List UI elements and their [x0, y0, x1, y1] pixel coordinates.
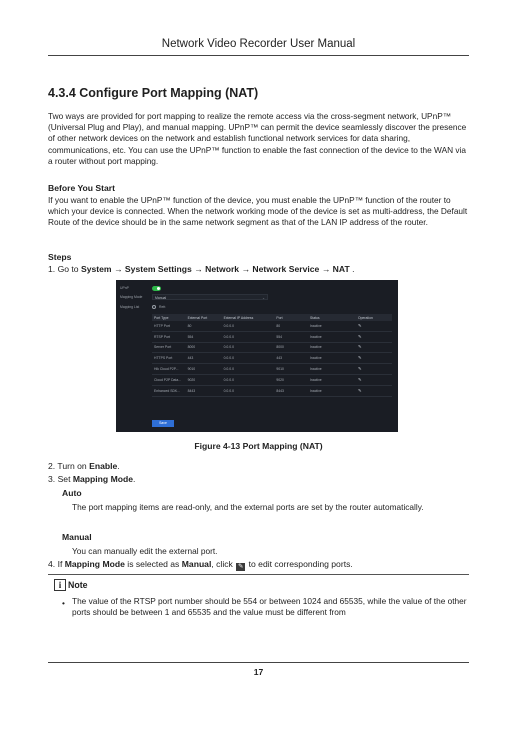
- before-you-start-heading: Before You Start: [48, 183, 116, 193]
- mapping-mode-select[interactable]: [152, 294, 268, 300]
- edit-icon[interactable]: ✎: [357, 366, 362, 372]
- table-row: [152, 364, 392, 375]
- step-2-end: .: [117, 461, 120, 471]
- save-button[interactable]: Save: [152, 420, 174, 427]
- status-cell: Inactive: [308, 374, 356, 385]
- external-ip-cell: 0.0.0.0: [222, 331, 275, 342]
- intro-paragraph: Two ways are provided for port mapping to realize the remote access via the cross-segment network, UPnP™ (Universal Plug and Play), and manual mapping. UPnP™ can permit the device seamlessly discover the presence of other network devices on the network and establish functional network services for data sharing, communications, etc. You can use the UPnP™ function to enable the fast connection of the device to the WAN via a router without port mapping.: [48, 111, 467, 166]
- edit-icon[interactable]: ✎: [357, 333, 362, 339]
- step-3-end: .: [133, 474, 136, 484]
- external-port-cell: 8443: [186, 385, 222, 396]
- edit-icon[interactable]: ✎: [357, 344, 362, 350]
- step-4-bold-a: Mapping Mode: [64, 559, 125, 569]
- figure-caption: Figure 4-13 Port Mapping (NAT): [194, 441, 323, 451]
- step-3-bold: Mapping Mode: [72, 474, 134, 484]
- port-cell: 443: [274, 353, 308, 364]
- column-header: Port Type: [152, 314, 186, 321]
- mapping-mode-label: Mapping Mode: [120, 295, 143, 299]
- auto-description: The port mapping items are read-only, and the external ports are set by the router automatically.: [72, 502, 424, 512]
- table-row: [152, 374, 392, 385]
- manual-description: You can manually edit the external port.: [72, 546, 218, 556]
- table-row: [152, 321, 392, 331]
- port-cell: 554: [274, 331, 308, 342]
- external-port-cell: 9010: [186, 364, 222, 375]
- page-number: 17: [253, 667, 264, 677]
- external-port-cell: 9020: [186, 374, 222, 385]
- step-4-bold-b: Manual: [181, 559, 212, 569]
- upnp-label: UPnP: [120, 286, 129, 290]
- external-ip-cell: 0.0.0.0: [222, 364, 275, 375]
- info-icon: i: [54, 579, 66, 591]
- footer-divider: [48, 662, 469, 663]
- column-header: External Port: [186, 314, 222, 321]
- auto-label: Auto: [62, 488, 82, 498]
- step-3: [48, 474, 135, 485]
- upnp-toggle[interactable]: [152, 286, 161, 291]
- table-header-row: [152, 314, 392, 321]
- status-cell: Inactive: [308, 342, 356, 353]
- step-1-number: 1.: [48, 264, 56, 274]
- step-2-bold: Enable: [89, 461, 118, 471]
- port-type-cell: HTTP Port: [152, 321, 186, 331]
- mapping-list-label: Mapping List: [120, 305, 140, 309]
- status-cell: Inactive: [308, 321, 356, 331]
- table-row: [152, 342, 392, 353]
- step-3-text: Set: [57, 474, 71, 484]
- port-mapping-table: [152, 314, 392, 397]
- edit-icon[interactable]: ✎: [357, 322, 362, 328]
- external-ip-cell: 0.0.0.0: [222, 342, 275, 353]
- edit-icon[interactable]: ✎: [357, 387, 362, 393]
- table-row: [152, 385, 392, 396]
- column-header: Port: [274, 314, 308, 321]
- external-port-cell: 554: [186, 331, 222, 342]
- external-ip-cell: 0.0.0.0: [222, 353, 275, 364]
- step-4-text-a: If: [57, 559, 63, 569]
- port-type-cell: Enhanced SDK...: [152, 385, 186, 396]
- port-cell: 8000: [274, 342, 308, 353]
- external-port-cell: 443: [186, 353, 222, 364]
- column-header: Status: [308, 314, 356, 321]
- status-cell: Inactive: [308, 353, 356, 364]
- port-type-cell: Server Port: [152, 342, 186, 353]
- note-label: Note: [68, 580, 88, 590]
- port-cell: 8443: [274, 385, 308, 396]
- port-type-cell: HTTPS Port: [152, 353, 186, 364]
- status-cell: Inactive: [308, 385, 356, 396]
- step-4-text-c: , click: [211, 559, 233, 569]
- table-row: [152, 353, 392, 364]
- edit-icon[interactable]: ✎: [357, 355, 362, 361]
- table-row: [152, 331, 392, 342]
- status-cell: Inactive: [308, 331, 356, 342]
- step-4: [48, 559, 353, 571]
- edit-icon: ✎: [238, 563, 244, 570]
- before-you-start-text: If you want to enable the UPnP™ function of the device, you must enable the UPnP™ function of the router to which your device is connected. When the network working mode of the device is set as multi-address, the Default Route of the device should be in the same network segment as that of the LAN IP address of the router.: [48, 195, 468, 228]
- step-4-text-b: is selected as: [127, 559, 180, 569]
- steps-heading: Steps: [48, 252, 72, 262]
- edit-icon[interactable]: ✎: [357, 376, 362, 382]
- manual-label: Manual: [62, 532, 92, 542]
- column-header: External IP Address: [222, 314, 275, 321]
- mapping-mode-value: Manual: [155, 296, 167, 300]
- refresh-radio[interactable]: [152, 305, 156, 309]
- external-ip-cell: 0.0.0.0: [222, 321, 275, 331]
- step-1-end: .: [352, 264, 355, 274]
- port-cell: 9020: [274, 374, 308, 385]
- port-type-cell: Cloud P2P Data...: [152, 374, 186, 385]
- step-2-text: Turn on: [57, 461, 87, 471]
- external-ip-cell: 0.0.0.0: [222, 374, 275, 385]
- nat-settings-screenshot: [116, 280, 398, 432]
- step-2-number: 2.: [48, 461, 56, 471]
- step-3-number: 3.: [48, 474, 56, 484]
- external-port-cell: 80: [186, 321, 222, 331]
- section-title: 4.3.4 Configure Port Mapping (NAT): [48, 86, 259, 100]
- step-1-path: System → System Settings → Network → Network Service → NAT: [80, 264, 350, 274]
- external-port-cell: 8000: [186, 342, 222, 353]
- port-cell: 80: [274, 321, 308, 331]
- port-type-cell: Hik Cloud P2P...: [152, 364, 186, 375]
- step-1-text: Go to: [57, 264, 79, 274]
- note-divider: [48, 574, 469, 575]
- external-ip-cell: 0.0.0.0: [222, 385, 275, 396]
- step-4-text-d: to edit corresponding ports.: [248, 559, 353, 569]
- note-bullet: •: [62, 598, 65, 608]
- step-2: [48, 461, 120, 472]
- chevron-down-icon: ⌄: [262, 296, 265, 300]
- page-header: Network Video Recorder User Manual: [48, 38, 469, 56]
- status-cell: Inactive: [308, 364, 356, 375]
- step-4-number: 4.: [48, 559, 56, 569]
- port-cell: 9010: [274, 364, 308, 375]
- port-type-cell: RTSP Port: [152, 331, 186, 342]
- step-1: [48, 264, 354, 275]
- note-text: The value of the RTSP port number should be 554 or between 1024 and 65535, while the value of the other ports should be between 1 and 65535 and the value must be different from: [72, 596, 467, 618]
- column-header: Operation: [356, 314, 392, 321]
- refresh-label: Refr.: [159, 304, 167, 309]
